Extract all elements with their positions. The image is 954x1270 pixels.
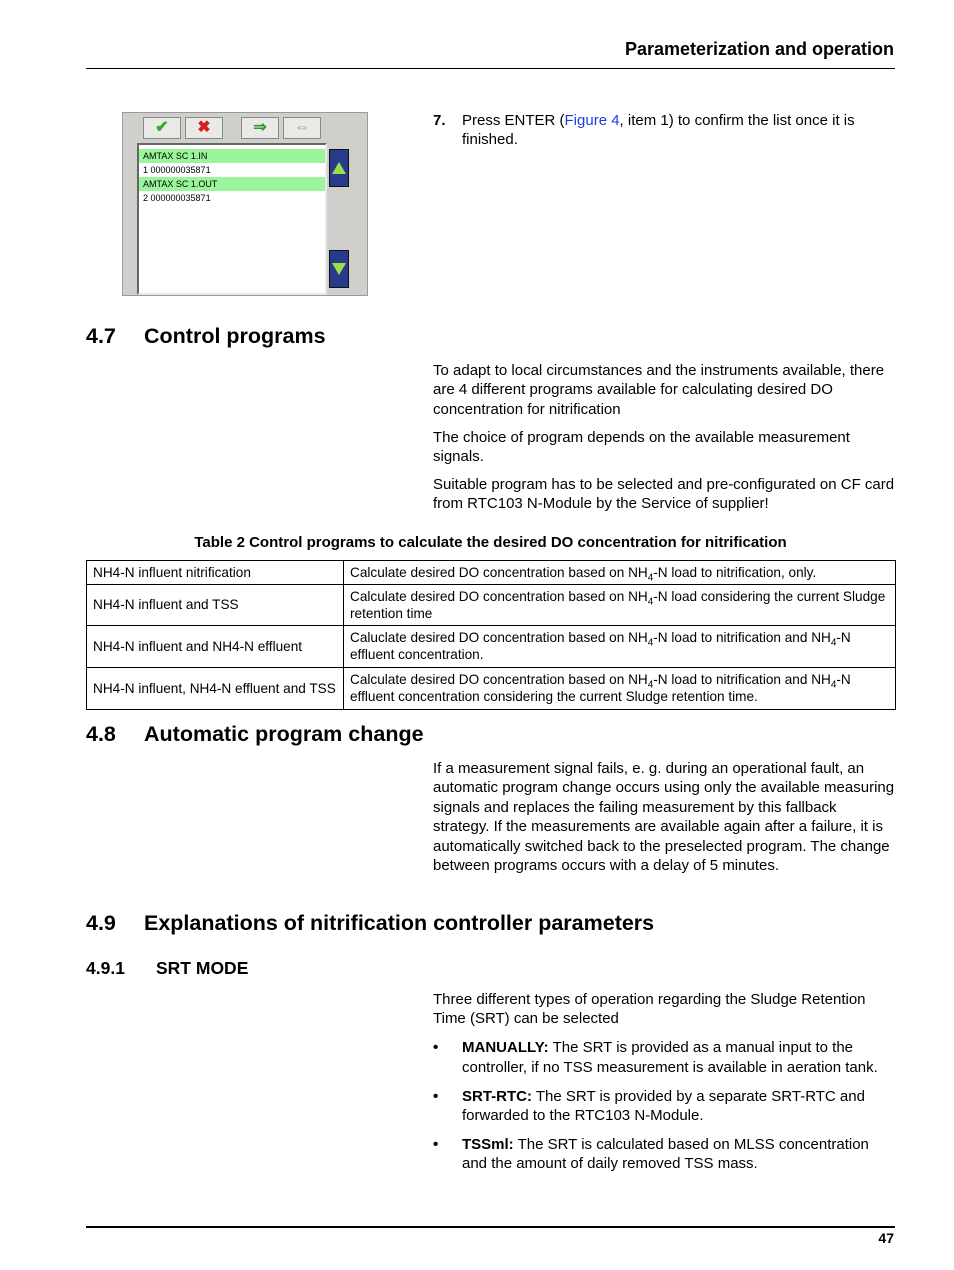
- section-title: Control programs: [144, 324, 326, 348]
- desc-part: Calculate desired DO concentration based on NH: [350, 588, 648, 604]
- bullet-text: The SRT is provided by a separate SRT-RTC and forwarded to the RTC103 N-Module.: [462, 1087, 865, 1125]
- bullet-text: The SRT is provided as a manual input to the controller, if no TSS measurement is available in aeration tank.: [462, 1039, 878, 1076]
- bullet-label: SRT-RTC:: [462, 1087, 532, 1105]
- section-heading-4-9: [86, 911, 654, 936]
- section-4-7-body: [433, 361, 895, 514]
- desc-part: -N load to nitrification and NH: [653, 630, 831, 645]
- bullet-item: [433, 1135, 895, 1174]
- section-heading-4-9-1: [86, 958, 248, 979]
- insert-icon: ⇒: [253, 119, 267, 136]
- subscript: 4: [830, 637, 837, 649]
- arrow-down-icon: [330, 251, 348, 287]
- scroll-down-button[interactable]: [329, 250, 349, 288]
- confirm-button[interactable]: [143, 117, 181, 139]
- step-number: 7.: [433, 112, 446, 129]
- step-text-before: Press ENTER (: [462, 112, 565, 129]
- paragraph: Suitable program has to be selected and pre-configurated on CF card from RTC103 N-Module by the Service of supplier!: [433, 476, 895, 513]
- desc-part: -N effluent concentration considering the current Sludge retention time.: [350, 672, 851, 704]
- list-item[interactable]: 2 000000035871: [143, 193, 211, 203]
- section-4-8-body: [433, 759, 895, 875]
- paragraph: To adapt to local circumstances and the instruments available, there are 4 different programs available for calculating desired DO concentration for nitrification: [433, 362, 885, 418]
- table-row: [87, 668, 896, 710]
- desc-part: -N load to nitrification and NH: [653, 672, 831, 687]
- section-title: Automatic program change: [144, 722, 424, 746]
- section-number: 4.7: [86, 324, 116, 348]
- subscript: 4: [830, 679, 837, 691]
- list-item[interactable]: 1 000000035871: [143, 165, 211, 175]
- table-cell-program: NH4-N influent, NH4-N effluent and TSS: [87, 668, 344, 710]
- table-cell-program: NH4-N influent and NH4-N effluent: [87, 626, 344, 668]
- bullet-item: [433, 1087, 895, 1126]
- list-item[interactable]: AMTAX SC 1.IN: [139, 149, 325, 163]
- control-programs-table: [86, 560, 896, 710]
- section-number: 4.9: [86, 911, 116, 935]
- desc-part: Calculate desired DO concentration based on NH: [350, 564, 648, 580]
- cancel-button[interactable]: [185, 117, 223, 139]
- page-number: 47: [878, 1230, 894, 1246]
- desc-part: Caluclate desired DO concentration based on NH: [350, 630, 648, 645]
- arrow-up-icon: [330, 150, 348, 186]
- subscript: 4: [647, 596, 654, 608]
- list-item[interactable]: AMTAX SC 1.OUT: [139, 177, 325, 191]
- desc-part: -N effluent concentration.: [350, 630, 851, 662]
- section-number: 4.8: [86, 722, 116, 746]
- cross-icon: ✖: [197, 119, 211, 136]
- bullet-text: The SRT is calculated based on MLSS concentration and the amount of daily removed TSS mass.: [462, 1135, 869, 1173]
- scroll-up-button[interactable]: [329, 149, 349, 187]
- bullet-icon: •: [433, 1135, 439, 1153]
- subscript: 4: [647, 679, 654, 691]
- table-row: [87, 585, 896, 626]
- desc-part: -N load considering the current Sludge retention time: [350, 588, 886, 621]
- bullet-item: [433, 1038, 895, 1077]
- table-cell-description: [344, 561, 896, 585]
- table-cell-program: NH4-N influent and TSS: [87, 585, 344, 626]
- figure-4-link[interactable]: Figure 4: [564, 112, 620, 129]
- paragraph: The choice of program depends on the available measurement signals.: [433, 428, 850, 466]
- paragraph: If a measurement signal fails, e. g. during an operational fault, an automatic program change occurs using only the available measuring signals and replaces the failing measurement by this fallback strategy. If the measurements are available again after a failure, it is automatically switched back to the preselected program. The change between programs occurs with a delay of 5 minutes.: [433, 760, 895, 875]
- bullet-label: TSSml:: [462, 1135, 514, 1153]
- footer-rule: [86, 1226, 895, 1228]
- section-heading-4-8: [86, 722, 424, 747]
- table-cell-description: [344, 585, 896, 626]
- section-title: Explanations of nitrification controller parameters: [144, 911, 655, 935]
- running-header: Parameterization and operation: [624, 39, 894, 59]
- section-4-9-1-body: [433, 990, 895, 1174]
- remove-icon: ⇔: [294, 119, 310, 136]
- sensor-list[interactable]: [137, 143, 327, 295]
- table-cell-description: [344, 626, 896, 668]
- subscript: 4: [647, 637, 654, 649]
- table-row: [87, 561, 896, 585]
- bullet-icon: •: [433, 1087, 439, 1105]
- list-screenshot: [122, 112, 368, 296]
- table-cell-description: [344, 668, 896, 710]
- desc-part: -N load to nitrification, only.: [653, 564, 817, 580]
- desc-part: Calculate desired DO concentration based on NH: [350, 672, 648, 687]
- section-title: SRT MODE: [156, 958, 249, 978]
- section-heading-4-7: [86, 324, 326, 349]
- table-caption: Table 2 Control programs to calculate the desired DO concentration for nitrification: [194, 534, 787, 551]
- bullet-icon: •: [433, 1039, 439, 1057]
- section-number: 4.9.1: [86, 958, 125, 978]
- subscript: 4: [647, 572, 654, 584]
- paragraph: Three different types of operation regarding the Sludge Retention Time (SRT) can be selected: [433, 991, 866, 1028]
- step-7: [433, 111, 895, 150]
- insert-button[interactable]: [241, 117, 279, 139]
- remove-button[interactable]: [283, 117, 321, 139]
- table-cell-program: NH4-N influent nitrification: [87, 561, 344, 585]
- table-row: [87, 626, 896, 668]
- checkmark-icon: ✔: [155, 119, 169, 136]
- step-text-after: , item 1) to confirm the list once it is finished.: [462, 112, 855, 149]
- header-rule: [86, 68, 895, 69]
- bullet-label: MANUALLY:: [462, 1039, 549, 1057]
